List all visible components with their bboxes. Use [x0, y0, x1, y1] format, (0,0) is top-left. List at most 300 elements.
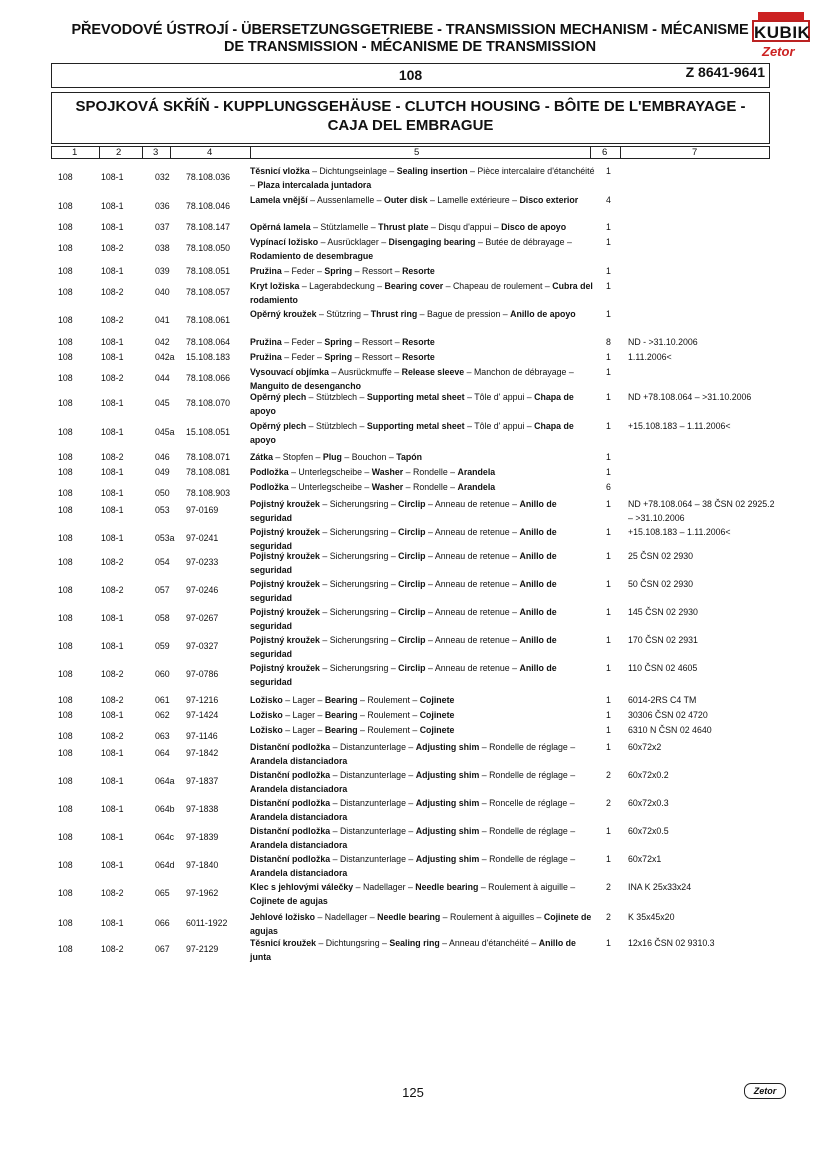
- figure-cell: 108-2: [101, 888, 124, 898]
- part-number-cell: 15.108.183: [186, 352, 231, 362]
- description-rest: – Sicherungsring –: [319, 663, 399, 673]
- part-number-cell: 97-1146: [186, 731, 218, 741]
- description-es: Anillo de seguridad: [250, 499, 557, 523]
- group-cell: 108: [58, 804, 73, 814]
- col-header-2: 2: [116, 147, 122, 158]
- description-rest: – Stützring –: [316, 309, 371, 319]
- description-es: Arandela: [457, 467, 496, 477]
- description-cell: [250, 694, 595, 708]
- description-en: Circlip: [398, 551, 426, 561]
- description-cz: Opěrný kroužek: [250, 309, 317, 319]
- note-cell: 60x72x0.2: [628, 770, 669, 780]
- note-cell: 60x72x0.5: [628, 826, 669, 836]
- position-cell: 032: [155, 172, 170, 182]
- quantity-cell: 1: [606, 826, 611, 836]
- description-en: Adjusting shim: [415, 770, 480, 780]
- figure-cell: 108-1: [101, 201, 124, 211]
- quantity-cell: 1: [606, 367, 611, 377]
- description-rest: – Sicherungsring –: [319, 527, 399, 537]
- quantity-cell: 1: [606, 607, 611, 617]
- description-es: Anillo de seguridad: [250, 579, 557, 603]
- col-separator: [99, 147, 100, 158]
- description-fr: – Rondelle –: [403, 467, 458, 477]
- quantity-cell: 1: [606, 725, 611, 735]
- quantity-cell: 2: [606, 912, 611, 922]
- description-cell: [250, 769, 595, 796]
- position-cell: 037: [155, 222, 170, 232]
- description-fr: – Roulement –: [357, 725, 420, 735]
- part-number-cell: 78.108.036: [186, 172, 231, 182]
- description-cell: [250, 221, 595, 235]
- figure-cell: 108-1: [101, 427, 124, 437]
- group-cell: 108: [58, 731, 73, 741]
- note-cell: +15.108.183 – 1.11.2006<: [628, 421, 731, 431]
- quantity-cell: 1: [606, 710, 611, 720]
- description-fr: – Rondelle de réglage –: [479, 742, 576, 752]
- description-es: Plaza intercalada juntadora: [257, 179, 372, 190]
- description-cell: [250, 165, 595, 192]
- description-en: Needle bearing: [377, 912, 441, 922]
- group-cell: 108: [58, 585, 73, 595]
- description-cz: Pojistný kroužek: [250, 635, 320, 645]
- description-fr: – Roulement à aiguilles –: [440, 912, 544, 922]
- group-cell: 108: [58, 918, 73, 928]
- figure-cell: 108-1: [101, 832, 124, 842]
- quantity-cell: 4: [606, 195, 611, 205]
- col-header-1: 1: [72, 147, 78, 158]
- quantity-cell: 1: [606, 352, 611, 362]
- description-en: Bearing: [324, 710, 358, 720]
- description-fr: – Butée de débrayage –: [475, 237, 572, 247]
- description-rest: – Sicherungsring –: [319, 635, 399, 645]
- description-en: Circlip: [398, 663, 426, 673]
- position-cell: 049: [155, 467, 170, 477]
- col-separator: [170, 147, 171, 158]
- logo-zetor-text: Zetor: [762, 44, 795, 59]
- group-cell: 108: [58, 172, 73, 182]
- document-title: PŘEVODOVÉ ÚSTROJÍ - ÜBERSETZUNGSGETRIEBE - TRANSMISSION MECHANISM - MÉCANISME DE TRANSMISSION - MÉCANISME DE TRANSMISSION: [71, 22, 749, 55]
- description-cz: Zátka: [250, 452, 273, 462]
- col-separator: [590, 147, 591, 158]
- section-header: [51, 92, 770, 144]
- description-rest: – Nadellager –: [315, 912, 378, 922]
- group-cell: 108: [58, 488, 73, 498]
- figure-cell: 108-1: [101, 641, 124, 651]
- description-cz: Těsnicí vložka: [250, 166, 310, 176]
- figure-cell: 108-1: [101, 172, 124, 182]
- note-cell: 60x72x1: [628, 854, 662, 864]
- description-cell: [250, 351, 595, 365]
- description-fr: – Rondelle de réglage –: [479, 770, 576, 780]
- description-rest: – Nadellager –: [353, 882, 416, 892]
- description-rest: – Sicherungsring –: [319, 499, 399, 509]
- description-en: Spring: [324, 266, 353, 276]
- quantity-cell: 1: [606, 281, 611, 291]
- description-cell: [250, 662, 595, 689]
- col-header-7: 7: [692, 147, 698, 158]
- group-cell: 108: [58, 222, 73, 232]
- group-cell: 108: [58, 748, 73, 758]
- figure-cell: 108-2: [101, 557, 124, 567]
- description-fr: – Ressort –: [352, 266, 403, 276]
- note-cell: 25 ČSN 02 2930: [628, 551, 694, 561]
- description-cell: [250, 606, 595, 633]
- description-cz: Pružina: [250, 266, 282, 276]
- description-en: Adjusting shim: [415, 854, 480, 864]
- description-es: Arandela distanciadora: [250, 839, 348, 850]
- description-cz: Distanční podložka: [250, 854, 331, 864]
- description-fr: – Rondelle –: [403, 482, 458, 492]
- position-cell: 045: [155, 398, 170, 408]
- quantity-cell: 1: [606, 663, 611, 673]
- col-header-5: 5: [414, 147, 420, 158]
- part-number-cell: 78.108.057: [186, 287, 231, 297]
- description-en: Needle bearing: [415, 882, 479, 892]
- description-cell: [250, 280, 595, 307]
- figure-cell: 108-1: [101, 860, 124, 870]
- col-header-4: 4: [207, 147, 213, 158]
- description-cell: [250, 451, 595, 465]
- quantity-cell: 1: [606, 499, 611, 509]
- description-en: Adjusting shim: [415, 742, 480, 752]
- group-cell: 108: [58, 373, 73, 383]
- description-cz: Podložka: [250, 467, 289, 477]
- description-en: Adjusting shim: [415, 798, 480, 808]
- part-number-cell: 97-0786: [186, 669, 219, 679]
- figure-cell: 108-2: [101, 243, 124, 253]
- figure-cell: 108-1: [101, 505, 124, 515]
- description-cell: [250, 265, 595, 279]
- position-cell: 044: [155, 373, 170, 383]
- description-rest: – Stützlamelle –: [310, 222, 379, 232]
- description-cz: Podložka: [250, 482, 289, 492]
- zetor-footer-logo: Zetor: [744, 1083, 786, 1099]
- description-cz: Pojistný kroužek: [250, 663, 320, 673]
- quantity-cell: 1: [606, 742, 611, 752]
- quantity-cell: 1: [606, 527, 611, 537]
- figure-cell: 108-1: [101, 918, 124, 928]
- quantity-cell: 1: [606, 237, 611, 247]
- part-number-cell: 97-0169: [186, 505, 219, 515]
- description-fr: – Anneau de retenue –: [425, 551, 520, 561]
- group-cell: 108: [58, 888, 73, 898]
- description-cell: [250, 709, 595, 723]
- page-number: 125: [402, 1085, 424, 1100]
- col-separator: [142, 147, 143, 158]
- description-rest: – Feder –: [281, 352, 325, 362]
- description-fr: – Anneau de retenue –: [425, 499, 520, 509]
- description-cell: [250, 336, 595, 350]
- description-cz: Pojistný kroužek: [250, 551, 320, 561]
- position-cell: 064: [155, 748, 170, 758]
- description-fr: – Disqu d'appui –: [428, 222, 502, 232]
- description-cz: Vysouvací objímka: [250, 367, 329, 377]
- group-cell: 108: [58, 832, 73, 842]
- group-cell: 108: [58, 557, 73, 567]
- description-cell: [250, 526, 595, 553]
- description-es: Anillo de seguridad: [250, 527, 557, 551]
- col-separator: [250, 147, 251, 158]
- group-cell: 108: [58, 315, 73, 325]
- description-cz: Těsnicí kroužek: [250, 938, 317, 948]
- description-rest: – Ausrückmuffe –: [328, 367, 402, 377]
- part-number-cell: 97-0267: [186, 613, 219, 623]
- description-en: Supporting metal sheet: [366, 421, 465, 431]
- quantity-cell: 1: [606, 266, 611, 276]
- description-es: Anillo de seguridad: [250, 607, 557, 631]
- group-cell: 108: [58, 287, 73, 297]
- figure-cell: 108-1: [101, 748, 124, 758]
- description-cell: [250, 797, 595, 824]
- part-number-cell: 97-2129: [186, 944, 219, 954]
- group-cell: 108: [58, 427, 73, 437]
- description-cz: Lamela vnější: [250, 195, 308, 205]
- note-cell: ND +78.108.064 – 38 ČSN 02 2925.2 – >31.10.2006: [628, 499, 775, 523]
- part-number-cell: 78.108.147: [186, 222, 231, 232]
- position-cell: 060: [155, 669, 170, 679]
- group-cell: 108: [58, 695, 73, 705]
- figure-cell: 108-1: [101, 533, 124, 543]
- position-cell: 053a: [155, 533, 175, 543]
- description-en: Washer: [371, 482, 404, 492]
- description-rest: – Ausrücklager –: [318, 237, 389, 247]
- description-rest: – Stützblech –: [306, 421, 367, 431]
- group-cell: 108: [58, 398, 73, 408]
- description-fr: – Rondelle de réglage –: [479, 826, 576, 836]
- group-cell: 108: [58, 533, 73, 543]
- description-es: Anillo de apoyo: [510, 309, 576, 319]
- figure-cell: 108-2: [101, 452, 124, 462]
- group-cell: 108: [58, 467, 73, 477]
- figure-cell: 108-2: [101, 315, 124, 325]
- description-cell: [250, 391, 595, 418]
- col-header-3: 3: [153, 147, 159, 158]
- description-rest: – Stopfen –: [272, 452, 323, 462]
- description-es: Rodamiento de desembrague: [250, 250, 374, 261]
- position-cell: 058: [155, 613, 170, 623]
- description-cz: Klec s jehlovými válečky: [250, 882, 354, 892]
- position-cell: 046: [155, 452, 170, 462]
- quantity-cell: 1: [606, 551, 611, 561]
- position-cell: 050: [155, 488, 170, 498]
- description-cell: [250, 578, 595, 605]
- description-cell: [250, 466, 595, 480]
- position-cell: 038: [155, 243, 170, 253]
- description-en: Thrust ring: [370, 309, 418, 319]
- figure-cell: 108-2: [101, 669, 124, 679]
- note-cell: 12x16 ČSN 02 9310.3: [628, 938, 715, 948]
- figure-cell: 108-1: [101, 467, 124, 477]
- description-cz: Distanční podložka: [250, 742, 331, 752]
- part-number-cell: 6011-1922: [186, 918, 228, 928]
- quantity-cell: 1: [606, 309, 611, 319]
- quantity-cell: 1: [606, 222, 611, 232]
- note-cell: 6014-2RS C4 TM: [628, 695, 697, 705]
- position-cell: 036: [155, 201, 170, 211]
- position-cell: 062: [155, 710, 170, 720]
- description-cell: [250, 825, 595, 852]
- part-number-cell: 97-1837: [186, 776, 219, 786]
- quantity-cell: 1: [606, 392, 611, 402]
- description-cz: Jehlové ložisko: [250, 912, 316, 922]
- description-fr: – Roncelle de réglage –: [479, 798, 575, 808]
- note-cell: +15.108.183 – 1.11.2006<: [628, 527, 731, 537]
- position-cell: 064c: [155, 832, 175, 842]
- quantity-cell: 1: [606, 166, 611, 176]
- note-cell: INA K 25x33x24: [628, 882, 692, 892]
- description-rest: – Lager –: [282, 695, 325, 705]
- position-cell: 059: [155, 641, 170, 651]
- position-cell: 067: [155, 944, 170, 954]
- quantity-cell: 1: [606, 579, 611, 589]
- position-cell: 064b: [155, 804, 175, 814]
- position-cell: 064d: [155, 860, 175, 870]
- note-cell: 170 ČSN 02 2931: [628, 635, 698, 645]
- part-number-cell: 97-1962: [186, 888, 219, 898]
- description-rest: – Dichtungseinlage –: [309, 166, 397, 176]
- description-cell: [250, 194, 595, 208]
- description-rest: – Stützblech –: [306, 392, 367, 402]
- description-es: Cubra del rodamiento: [250, 281, 593, 305]
- description-fr: – Roulement à aiguille –: [478, 882, 576, 892]
- description-cz: Pružina: [250, 352, 282, 362]
- description-cz: Opěrný plech: [250, 421, 307, 431]
- logo-kubik-text: KUBIK: [752, 20, 810, 42]
- quantity-cell: 1: [606, 452, 611, 462]
- description-cell: [250, 741, 595, 768]
- note-cell: 1.11.2006<: [628, 352, 672, 362]
- description-en: Thrust plate: [378, 222, 429, 232]
- part-number-cell: 78.108.066: [186, 373, 231, 383]
- part-number-cell: 15.108.051: [186, 427, 231, 437]
- position-cell: 061: [155, 695, 170, 705]
- description-rest: – Feder –: [281, 337, 325, 347]
- position-cell: 064a: [155, 776, 175, 786]
- description-es: Cojinete: [419, 710, 455, 720]
- description-fr: – Ressort –: [352, 352, 403, 362]
- position-cell: 063: [155, 731, 170, 741]
- figure-cell: 108-1: [101, 398, 124, 408]
- description-rest: – Distanzunterlage –: [330, 770, 416, 780]
- description-fr: – Anneau de retenue –: [425, 635, 520, 645]
- description-cell: [250, 498, 595, 525]
- description-es: Anillo de junta: [250, 938, 576, 962]
- figure-cell: 108-2: [101, 373, 124, 383]
- description-cell: [250, 366, 595, 393]
- description-cz: Vypínací ložisko: [250, 237, 319, 247]
- figure-cell: 108-2: [101, 944, 124, 954]
- quantity-cell: 1: [606, 467, 611, 477]
- description-fr: – Roulement –: [357, 710, 420, 720]
- position-cell: 045a: [155, 427, 175, 437]
- part-number-cell: 78.108.903: [186, 488, 231, 498]
- part-number-cell: 78.108.051: [186, 266, 231, 276]
- note-cell: 60x72x2: [628, 742, 662, 752]
- description-es: Disco de apoyo: [501, 222, 567, 232]
- part-number-cell: 78.108.046: [186, 201, 231, 211]
- quantity-cell: 6: [606, 482, 611, 492]
- description-cz: Pojistný kroužek: [250, 527, 320, 537]
- position-cell: 066: [155, 918, 170, 928]
- description-rest: – Feder –: [281, 266, 325, 276]
- group-cell: 108: [58, 505, 73, 515]
- description-fr: – Roulement –: [357, 695, 420, 705]
- position-cell: 057: [155, 585, 170, 595]
- column-header-row: [51, 146, 770, 159]
- description-en: Supporting metal sheet: [366, 392, 465, 402]
- position-cell: 054: [155, 557, 170, 567]
- description-cell: [250, 911, 595, 938]
- description-fr: – Anneau de retenue –: [425, 607, 520, 617]
- section-title: SPOJKOVÁ SKŘÍŇ - KUPPLUNGSGEHÄUSE - CLUTCH HOUSING - BÔITE DE L'EMBRAYAGE - CAJA DEL EMBRAGUE: [75, 98, 746, 134]
- description-cz: Pojistný kroužek: [250, 499, 320, 509]
- figure-cell: 108-1: [101, 266, 124, 276]
- description-cell: [250, 937, 595, 964]
- part-number-cell: 97-1840: [186, 860, 219, 870]
- description-es: Cojinete: [419, 695, 455, 705]
- quantity-cell: 1: [606, 938, 611, 948]
- description-es: Arandela distanciadora: [250, 783, 348, 794]
- col-separator: [620, 147, 621, 158]
- part-number-cell: 97-1838: [186, 804, 219, 814]
- description-fr: – Tôle d' appui –: [464, 421, 535, 431]
- quantity-cell: 1: [606, 854, 611, 864]
- description-en: Spring: [324, 352, 353, 362]
- description-rest: – Distanzunterlage –: [330, 854, 416, 864]
- description-en: Adjusting shim: [415, 826, 480, 836]
- description-cell: [250, 481, 595, 495]
- group-cell: 108: [58, 860, 73, 870]
- note-cell: K 35x45x20: [628, 912, 675, 922]
- description-rest: – Dichtungsring –: [316, 938, 390, 948]
- description-en: Spring: [324, 337, 353, 347]
- part-number-cell: 97-1842: [186, 748, 219, 758]
- part-number-cell: 78.108.071: [186, 452, 231, 462]
- group-cell: 108: [58, 710, 73, 720]
- description-es: Chapa de apoyo: [250, 421, 574, 445]
- part-number-cell: 78.108.050: [186, 243, 231, 253]
- group-cell: 108: [58, 669, 73, 679]
- part-number-cell: 97-0233: [186, 557, 219, 567]
- description-en: Plug: [322, 452, 342, 462]
- description-cz: Pojistný kroužek: [250, 579, 320, 589]
- description-fr: – Anneau d'étanchéité –: [439, 938, 539, 948]
- description-es: Anillo de seguridad: [250, 663, 557, 687]
- group-cell: 108: [58, 243, 73, 253]
- quantity-cell: 8: [606, 337, 611, 347]
- description-rest: – Lagerabdeckung –: [299, 281, 385, 291]
- description-en: Circlip: [398, 579, 426, 589]
- description-es: Arandela distanciadora: [250, 755, 348, 766]
- col-header-6: 6: [602, 147, 608, 158]
- position-cell: 040: [155, 287, 170, 297]
- quantity-cell: 1: [606, 695, 611, 705]
- quantity-cell: 2: [606, 798, 611, 808]
- position-cell: 053: [155, 505, 170, 515]
- note-cell: ND +78.108.064 – >31.10.2006: [628, 392, 752, 402]
- description-fr: – Ressort –: [352, 337, 403, 347]
- description-es: Anillo de seguridad: [250, 551, 557, 575]
- description-fr: – Lamelle extérieure –: [427, 195, 520, 205]
- note-cell: 50 ČSN 02 2930: [628, 579, 694, 589]
- part-number-cell: 78.108.061: [186, 315, 231, 325]
- description-en: Circlip: [398, 635, 426, 645]
- kubik-zetor-logo: [752, 12, 810, 58]
- figure-cell: 108-2: [101, 731, 124, 741]
- description-en: Bearing: [324, 725, 358, 735]
- description-fr: – Pièce intercalaire d'étanchéité –: [250, 166, 595, 190]
- description-es: Tapón: [396, 452, 422, 462]
